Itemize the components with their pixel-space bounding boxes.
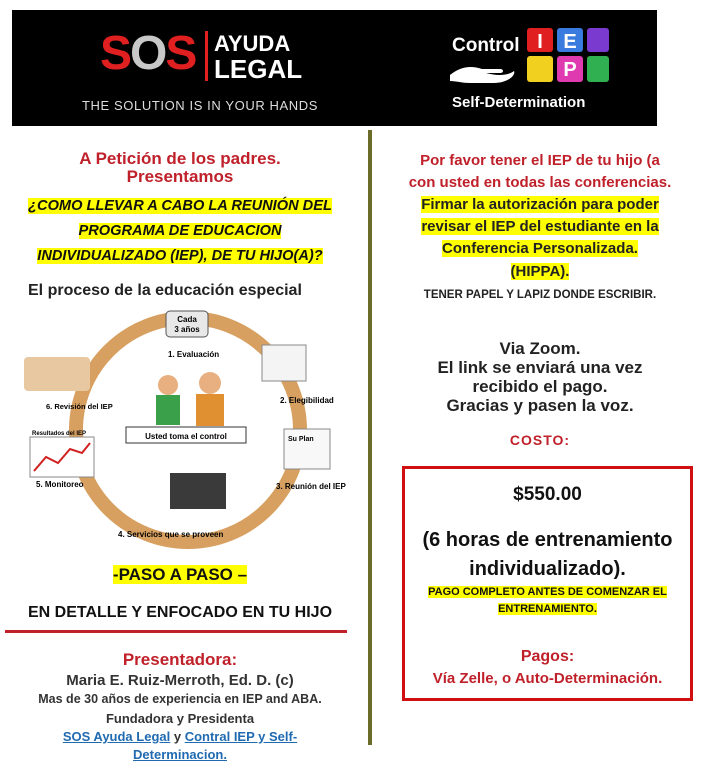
usted-toma-control: Usted toma el control <box>145 432 227 441</box>
iep-letter-e: E <box>563 31 577 53</box>
classroom-board-icon <box>170 473 226 509</box>
step-evaluacion: 1. Evaluación <box>168 350 220 359</box>
plan-document-icon <box>284 429 330 469</box>
payment-methods: Vía Zelle, o Auto-Determinación. <box>432 670 663 687</box>
conjunction-y: y <box>170 729 185 744</box>
pagos-label: Pagos: <box>520 648 575 665</box>
zoom-info <box>380 339 700 415</box>
hand-icon <box>448 57 518 87</box>
sos-logo-text <box>100 27 195 80</box>
control-logo-text: Control <box>452 35 520 56</box>
resultados-label: Resultados del IEP <box>32 431 87 437</box>
iep-letter-p: P <box>563 59 577 81</box>
presenter-title: Fundadora y Presidenta <box>105 711 255 726</box>
step-servicios: 4. Servicios que se proveen <box>118 530 224 539</box>
puzzle-icon <box>523 24 613 86</box>
sos-logo-s: S <box>100 27 131 80</box>
presenter-name: Maria E. Ruiz-Merroth, Ed. D. (c) <box>66 672 294 689</box>
step-reunion: 3. Reunión del IEP <box>276 482 346 491</box>
notice-line: Por favor tener el IEP de tu hijo (a <box>420 152 660 169</box>
logo-divider <box>205 31 208 81</box>
contral-iep-link[interactable]: Contral IEP y Self- <box>184 729 298 744</box>
legal-text: LEGAL <box>214 54 303 84</box>
parent-body-icon <box>196 394 224 426</box>
parent-figure-icon <box>199 372 221 394</box>
hours-line: (6 horas de entrenamiento <box>422 529 673 551</box>
authorization-notice <box>380 194 700 260</box>
step-elegibilidad: 2. Elegibilidad <box>280 396 334 405</box>
parent-figure-icon <box>158 375 178 395</box>
self-determination-text: Self-Determination <box>452 94 586 111</box>
peticion-heading: A Petición de los padres. <box>79 149 281 168</box>
payment-line: PAGO COMPLETO ANTES DE COMENZAR EL <box>428 586 667 598</box>
auth-line: Conferencia Personalizada. <box>442 240 638 257</box>
sos-logo-o: O <box>130 27 166 80</box>
su-plan-label: Su Plan <box>288 436 314 443</box>
cada-label: Cada <box>177 315 197 324</box>
parent-body-icon <box>156 395 180 425</box>
auth-line: revisar el IEP del estudiante en la <box>421 218 659 235</box>
zoom-line: El link se enviará una vez <box>437 358 643 377</box>
hippa-note <box>380 263 700 280</box>
question-line: INDIVIDUALIZADO (IEP), DE TU HIJO(A)? <box>37 248 323 264</box>
iep-notice <box>380 150 700 194</box>
team-meeting-icon <box>24 357 90 391</box>
paso-text: -PASO A PASO – <box>112 565 248 584</box>
price-value: $550.00 <box>513 484 582 505</box>
iep-question <box>5 194 355 269</box>
sos-ayuda-legal-link[interactable]: SOS Ayuda Legal <box>62 729 171 744</box>
tagline: THE SOLUTION IS IN YOUR HANDS <box>82 98 319 113</box>
tres-anos-label: 3 años <box>174 325 200 334</box>
ayuda-text: AYUDA <box>214 31 291 56</box>
organization-links <box>0 728 360 764</box>
detalle-heading: EN DETALLE Y ENFOCADO EN TU HIJO <box>27 604 333 621</box>
hours-line: individualizado). <box>469 558 626 580</box>
zoom-line: recibido el pago. <box>472 377 608 396</box>
presenter-experience: Mas de 30 años de experiencia en IEP and ABA. <box>38 692 322 706</box>
sos-logo-s: S <box>165 27 196 80</box>
zoom-line: Gracias y pasen la voz. <box>446 396 634 415</box>
proceso-title: El proceso de la educación especial <box>28 282 302 299</box>
payment-line: ENTRENAMIENTO. <box>498 603 597 615</box>
special-education-process-diagram <box>18 305 358 550</box>
step-revision: 6. Revisión del IEP <box>46 402 113 411</box>
paso-a-paso <box>0 565 360 585</box>
presentamos-heading: Presentamos <box>126 167 234 186</box>
full-payment-note <box>412 584 683 618</box>
iep-letter-i: I <box>537 31 543 53</box>
question-line: PROGRAMA DE EDUCACION <box>78 223 282 239</box>
checklist-icon <box>262 345 306 381</box>
hippa-text: (HIPPA). <box>510 263 570 280</box>
costo-label: COSTO: <box>509 432 571 448</box>
column-divider <box>368 130 372 745</box>
contral-iep-link-continued[interactable]: Determinacion. <box>133 747 227 762</box>
presentadora-label: Presentadora: <box>122 650 238 669</box>
papel-lapiz-note: TENER PAPEL Y LAPIZ DONDE ESCRIBIR. <box>423 289 657 301</box>
notice-line: con usted en todas las conferencias. <box>408 174 672 191</box>
auth-line: Firmar la autorización para poder <box>421 196 659 213</box>
sos-logo <box>100 27 196 80</box>
zoom-line: Via Zoom. <box>499 339 581 358</box>
hours-description <box>402 526 693 584</box>
section-divider <box>5 630 347 633</box>
question-line: ¿COMO LLEVAR A CABO LA REUNIÓN DEL <box>28 198 332 214</box>
step-monitoreo: 5. Monitoreo <box>36 480 84 489</box>
